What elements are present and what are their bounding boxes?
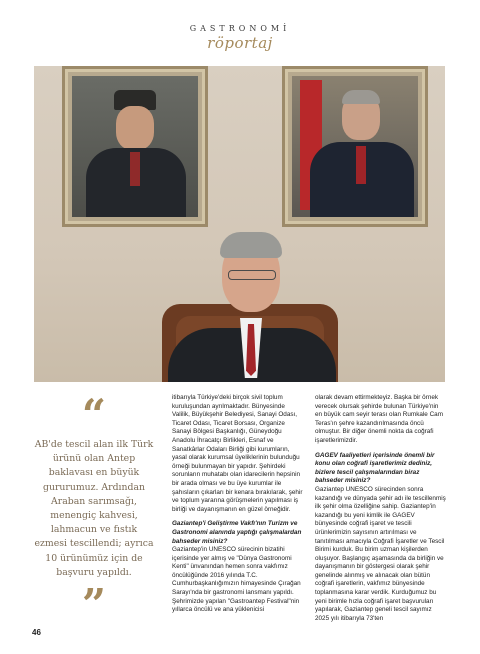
text-column-1 xyxy=(172,394,304,615)
left-portrait-frame xyxy=(62,66,208,227)
paragraph: olarak devam ettirmekteyiz. Başka bir örnek verecek olursak şehirde bulunan Türkiye'nin en büyük cam seyir terası olan Rumkale Cam Teras'ın şehre kazandırılmasında öncü olmuştur. Bir diğer önemli nokta da coğrafi işaretlerimizdir. xyxy=(315,394,443,444)
pull-quote-text: AB'de tescil alan ilk Türk ürünü olan Antep baklavası en büyük gururumuz. Ardından Araban sarımsağı, menengiç kahvesi, lahmacun ve fıstık ezmesi tescillendi; ayrıca 10 ürünümüz için de başvuru yapıldı. xyxy=(34,439,154,578)
section-subtitle: röportaj xyxy=(207,34,273,52)
interview-question: Gaziantep'i Geliştirme Vakfı'nın Turizm ve Gastronomi alanında yaptığı çalışmalardan bahseder misiniz? xyxy=(172,520,302,545)
pull-quote xyxy=(34,390,154,630)
interview-question: GAGEV faaliyetleri içerisinde önemli bir konu olan coğrafi işaretlerimiz dediniz, bizlere tescil çalışmalarından biraz bahseder misiniz? xyxy=(315,451,435,485)
glasses-icon xyxy=(228,270,276,280)
close-quote-icon: ” xyxy=(81,580,107,630)
text-column-2 xyxy=(315,394,447,623)
section-title: GASTRONOMİ xyxy=(189,24,291,33)
page-number: 46 xyxy=(32,628,41,637)
paragraph: Gaziantep'in UNESCO sürecinin bizatihi içerisinde yer almış ve "Dünya Gastronomi Kenti" ünvanından hemen sonra vakfımız öncülüğünde 2016 yılında T.C. Cumhurbaşkanlığımızın himayesinde Çırağan Sarayı'nda bir gastronomi lansmanı yapıldı. Şehrimizde yapılan "Gastroantep Festival"nin yıllarca öncülü ve ana yüklenicisi xyxy=(172,546,301,614)
header xyxy=(0,24,480,52)
paragraph: itibarıyla Türkiye'deki birçok sivil toplum kuruluşundan ayrılmaktadır. Bünyesinde Valilik, Büyükşehir Belediyesi, Sanayi Odası, Ticaret Odası, Ticaret Borsası, Organize Sanayi Bölgesi Başkanlığı, Güneydoğu Anadolu İhracatçı Birlikleri, Esnaf ve Sanatkârlar Odaları Birliği gibi kurumların, yasal olarak kurumsal üyeliklerinin bulunduğu örneği bulunmayan bir yapıdır. Şehirdeki sorunların muhatabı olan idarecilerin hepsinin bir arada olması ve bu üye kurumlar ile şahısların çıkarları bir kenara bırakılarak, şehir ve toplum yararına görüşmelerin yapılması iş birliği ve dayanışmanın en güzel örneğidir. xyxy=(172,394,303,513)
paragraph: Gaziantep UNESCO sürecinden sonra kazandığı ve dünyada şehir adı ile tescillenmiş ilk şehir olma özelliğine sahip. Gaziantep'in kazandığı bu yeni kimlik ile GAGEV bünyesinde coğrafi işaret ve tescili ürünlerimizin sayısının artırılması ve tanıtılması amacıyla Coğrafi İşaretler ve Tescil Birimi kurduk. Bu birim uzman kişilerden oluşuyor. Başlangıç aşamasında da birliğin ve dayanışmanın bir göstergesi olarak şehir genelinde alınmış ve alınacak olan bütün coğrafi işaretlerin, vakfımız bünyesinde toplanmasına karar verdik. Kurduğumuz bu yeni birimle hızla coğrafi işaret başvuruları yapılarak, Gaziantep geneli tescil sayımız 2025 yılı itibarıyla 73'ten xyxy=(315,485,446,622)
interview-photo xyxy=(34,66,445,382)
right-portrait-frame xyxy=(282,66,428,227)
open-quote-icon: “ xyxy=(81,390,107,439)
